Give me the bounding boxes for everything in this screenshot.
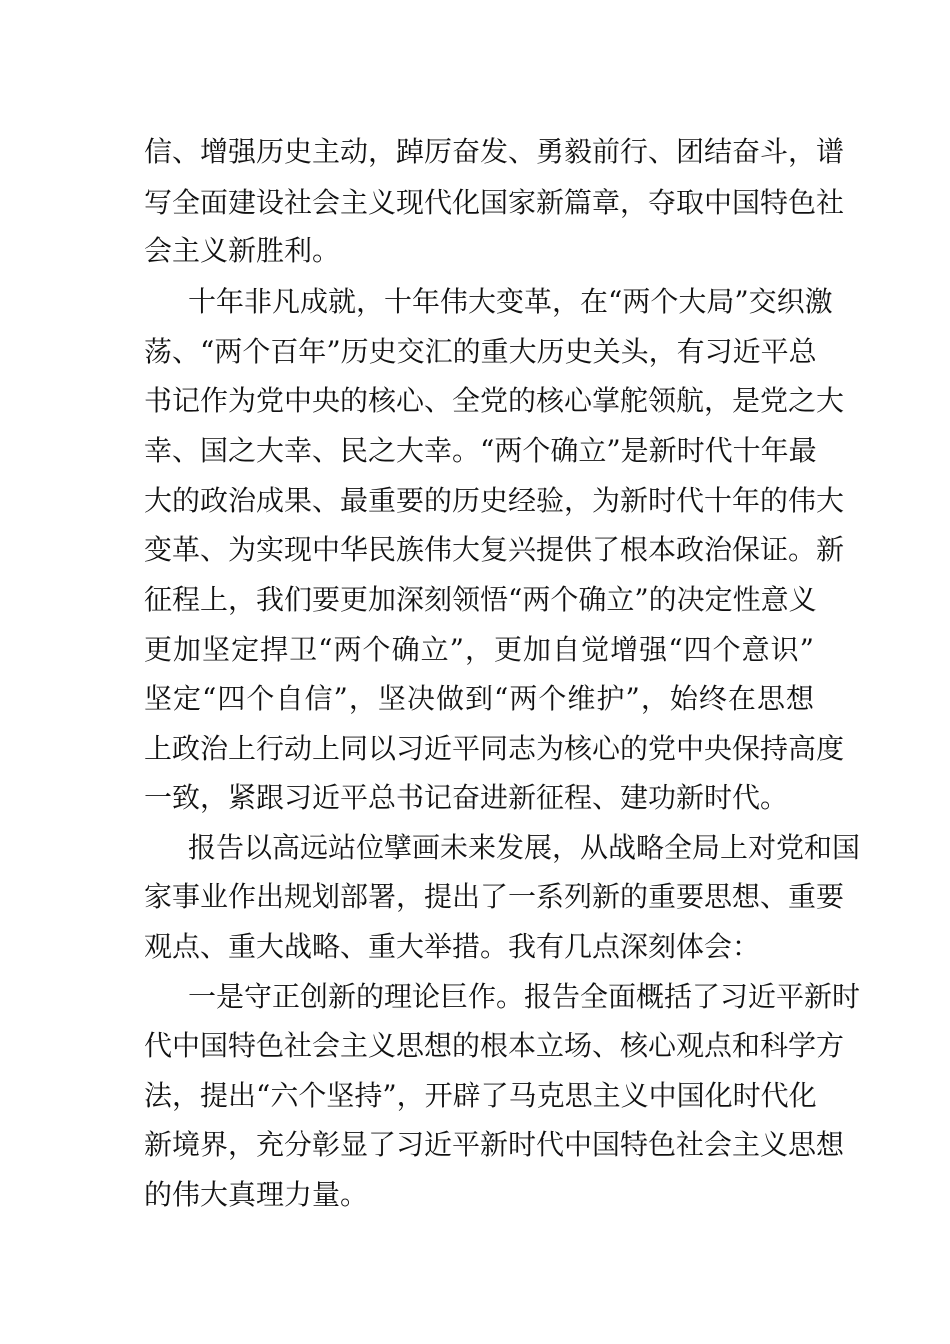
text-line: 写全面建设社会主义现代化国家新篇章，夺取中国特色社	[144, 186, 845, 219]
text-line: 信、增强历史主动，踔厉奋发、勇毅前行、团结奋斗，谱	[144, 135, 845, 168]
text-line: 十年非凡成就，十年伟大变革，在“两个大局”交织激	[188, 285, 833, 318]
text-line: 法，提出“六个坚持”，开辟了马克思主义中国化时代化	[144, 1079, 817, 1112]
text-line: 家事业作出规划部署，提出了一系列新的重要思想、重要	[144, 880, 845, 913]
text-line: 一致，紧跟习近平总书记奋进新征程、建功新时代。	[144, 781, 789, 814]
text-line: 变革、为实现中华民族伟大复兴提供了根本政治保证。新	[144, 533, 845, 566]
text-line: 的伟大真理力量。	[144, 1178, 369, 1211]
text-line: 报告以高远站位擘画未来发展，从战略全局上对党和国	[188, 831, 861, 864]
text-line: 观点、重大战略、重大举措。我有几点深刻体会：	[144, 930, 761, 963]
text-line: 坚定“四个自信”，坚决做到“两个维护”，始终在思想	[144, 682, 814, 715]
text-line: 一是守正创新的理论巨作。报告全面概括了习近平新时	[188, 980, 861, 1013]
text-line: 更加坚定捍卫“两个确立”，更加自觉增强“四个意识”	[144, 633, 814, 666]
text-line: 大的政治成果、最重要的历史经验，为新时代十年的伟大	[144, 484, 845, 517]
text-line: 征程上，我们要更加深刻领悟“两个确立”的决定性意义	[144, 583, 817, 616]
text-line: 代中国特色社会主义思想的根本立场、核心观点和科学方	[144, 1029, 845, 1062]
text-line: 上政治上行动上同以习近平同志为核心的党中央保持高度	[144, 732, 845, 765]
text-line: 会主义新胜利。	[144, 234, 341, 267]
text-line: 幸、国之大幸、民之大幸。“两个确立”是新时代十年最	[144, 434, 817, 467]
text-line: 荡、“两个百年”历史交汇的重大历史关头，有习近平总	[144, 335, 817, 368]
text-line: 新境界，充分彰显了习近平新时代中国特色社会主义思想	[144, 1128, 845, 1161]
text-line: 书记作为党中央的核心、全党的核心掌舵领航，是党之大	[144, 384, 845, 417]
